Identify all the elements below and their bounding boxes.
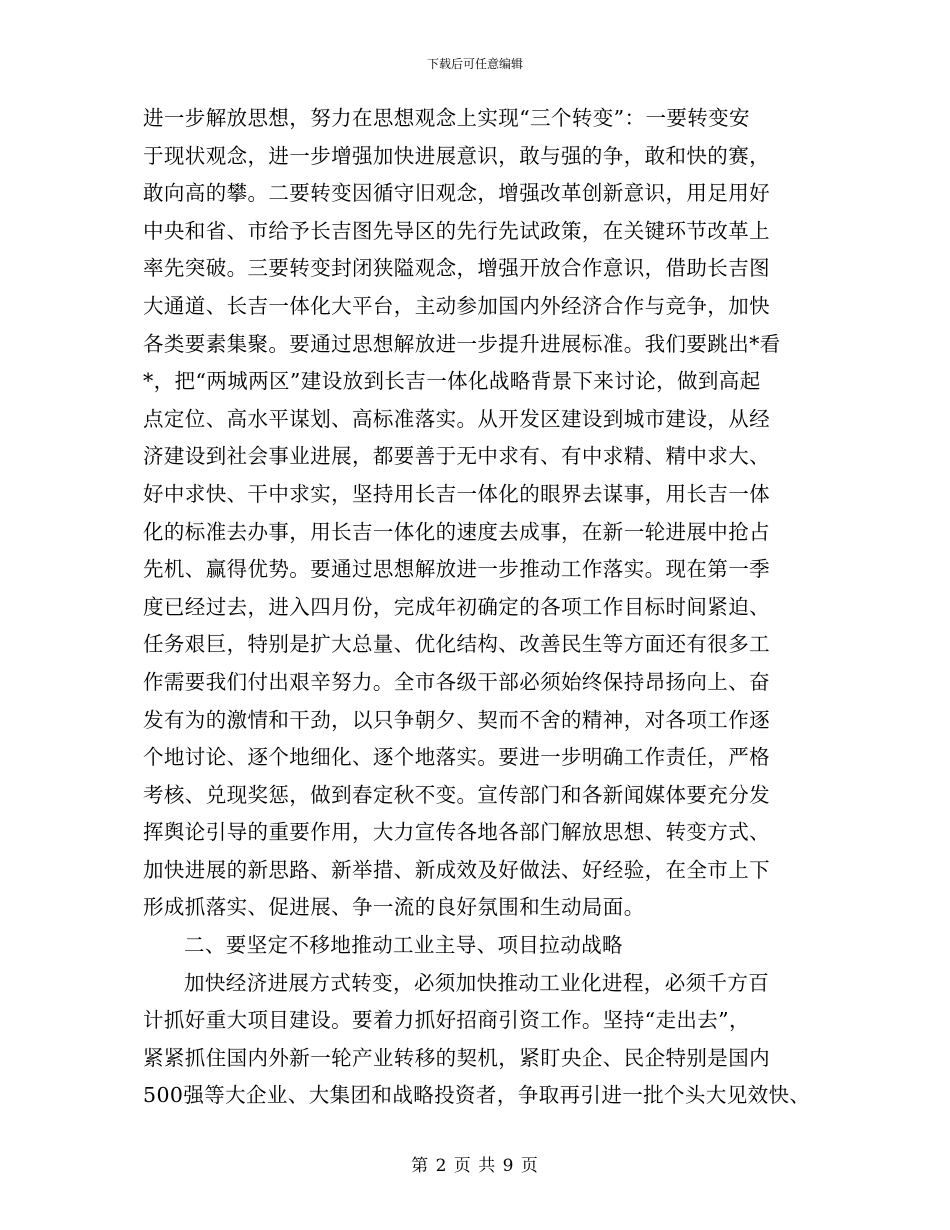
text-line: 各类要素集聚。要通过思想解放进一步提升进展标准。我们要跳出*看	[143, 331, 781, 356]
text-line: 济建设到社会事业进展，都要善于无中求有、有中求精、精中求大、	[143, 444, 770, 469]
text-line: 500强等大企业、大集团和战略投资者，争取再引进一批个头大见效快、	[143, 1083, 811, 1108]
page-header: 下载后可任意编辑	[426, 57, 523, 71]
text-line: 好中求快、干中求实，坚持用长吉一体化的眼界去谋事，用长吉一体	[143, 481, 770, 506]
text-line: 化的标准去办事，用长吉一体化的速度去成事，在新一轮进展中抢占	[143, 519, 770, 544]
text-line: 于现状观念，进一步增强加快进展意识，敢与强的争，敢和快的赛，	[143, 143, 770, 168]
document-body	[143, 100, 823, 1115]
text-line: 二、要坚定不移地推动工业主导、项目拉动战略	[184, 933, 623, 958]
page-footer: 第 2 页 共 9 页	[411, 1156, 539, 1176]
text-line: 任务艰巨，特别是扩大总量、优化结构、改善民生等方面还有很多工	[143, 632, 770, 657]
text-line: 中央和省、市给予长吉图先导区的先行先试政策，在关键环节改革上	[143, 218, 770, 243]
text-line: 形成抓落实、促进展、争一流的良好氛围和生动局面。	[143, 895, 645, 920]
text-line: 率先突破。三要转变封闭狭隘观念，增强开放合作意识，借助长吉图	[143, 256, 770, 281]
text-line: 考核、兑现奖惩，做到春定秋不变。宣传部门和各新闻媒体要充分发	[143, 782, 770, 807]
text-line: 加快经济进展方式转变，必须加快推动工业化进程，必须千方百	[184, 970, 770, 995]
text-line: 进一步解放思想，努力在思想观念上实现“三个转变”：一要转变安	[143, 106, 750, 130]
text-line: 紧紧抓住国内外新一轮产业转移的契机，紧盯央企、民企特别是国内	[143, 1045, 770, 1070]
text-line: 敢向高的攀。二要转变因循守旧观念，增强改革创新意识，用足用好	[143, 181, 770, 206]
text-line: 加快进展的新思路、新举措、新成效及好做法、好经验，在全市上下	[143, 857, 770, 882]
text-line: 个地讨论、逐个地细化、逐个地落实。要进一步明确工作责任，严格	[143, 745, 770, 770]
text-line: 挥舆论引导的重要作用，大力宣传各地各部门解放思想、转变方式、	[143, 820, 770, 845]
text-line: 度已经过去，进入四月份，完成年初确定的各项工作目标时间紧迫、	[143, 594, 770, 619]
text-line: 点定位、高水平谋划、高标准落实。从开发区建设到城市建设，从经	[143, 406, 770, 431]
text-line: 大通道、长吉一体化大平台，主动参加国内外经济合作与竞争，加快	[143, 293, 770, 318]
text-line: *，把“两城两区”建设放到长吉一体化战略背景下来讨论，做到高起	[143, 369, 761, 394]
text-line: 计抓好重大项目建设。要着力抓好招商引资工作。坚持“走出去”，	[143, 1008, 750, 1033]
text-line: 发有为的激情和干劲，以只争朝夕、契而不舍的精神，对各项工作逐	[143, 707, 770, 732]
text-line: 先机、赢得优势。要通过思想解放进一步推动工作落实。现在第一季	[143, 557, 770, 582]
text-line: 作需要我们付出艰辛努力。全市各级干部必须始终保持昂扬向上、奋	[143, 669, 770, 694]
